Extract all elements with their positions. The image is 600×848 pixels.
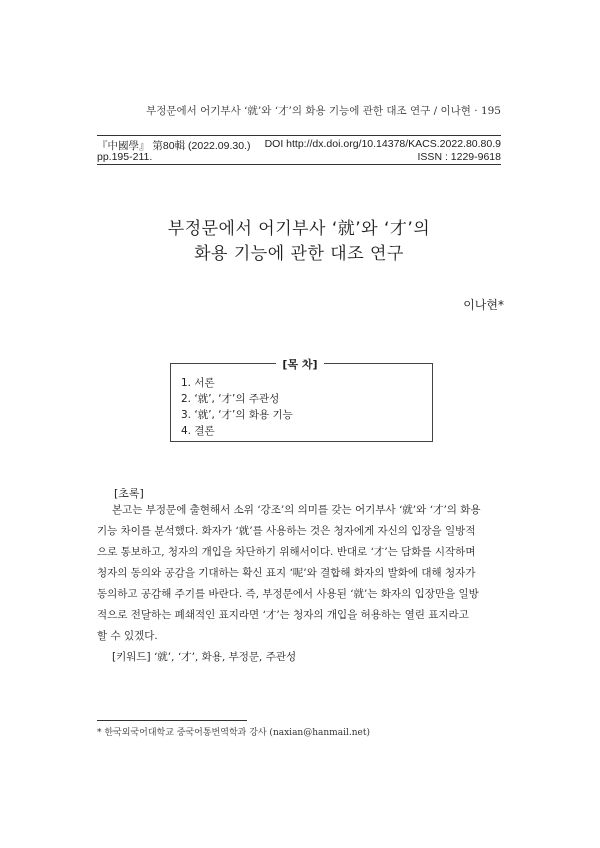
running-header: 부정문에서 어기부사 ‘就’와 ‘才’의 화용 기능에 관한 대조 연구 / 이나현 · 195	[146, 105, 501, 117]
paper-title-line2: 화용 기능에 관한 대조 연구	[194, 244, 404, 264]
toc-item-2[interactable]: 2. ‘就’, ‘才’의 주관성	[181, 393, 280, 405]
toc-item-3[interactable]: 3. ‘就’, ‘才’의 화용 기능	[181, 409, 293, 421]
toc-heading	[0, 356, 600, 372]
author-footnote: * 한국외국어대학교 중국어통번역학과 강사 (naxian@hanmail.net)	[97, 728, 370, 738]
abstract-line: 동의하고 공감해 주기를 바란다. 즉, 부정문에서 사용된 ‘就’는 화자의 입장만을 일방	[97, 588, 479, 600]
abstract-line: 청자의 동의와 공감을 기대하는 확신 표지 ‘呢’와 결합해 화자의 발화에 대해 청자가	[97, 567, 476, 579]
doi-link[interactable]: DOI http://dx.doi.org/10.14378/KACS.2022.80.80.9	[264, 138, 501, 150]
journal-info: 『中國學』 第80輯 (2022.09.30.)	[97, 140, 251, 152]
footnote-divider	[97, 720, 247, 721]
paper-title-line1: 부정문에서 어기부사 ‘就’와 ‘才’의	[167, 219, 431, 239]
abstract-line: 할 수 있겠다.	[97, 630, 158, 642]
toc-item-4[interactable]: 4. 결론	[181, 425, 215, 437]
keywords-text: ‘就’, ‘才’, 화용, 부정문, 주관성	[153, 651, 297, 663]
page-range: pp.195-211.	[97, 151, 153, 163]
meta-bottom-line	[97, 151, 501, 165]
toc-item-1[interactable]: 1. 서론	[181, 377, 215, 389]
keywords-line	[112, 649, 296, 664]
abstract-line: 으로 통보하고, 청자의 개입을 차단하기 위해서이다. 반대로 ‘才’는 담화를 시작하며	[97, 546, 476, 558]
abstract-line: 적으로 전달하는 폐쇄적인 표지라면 ‘才’는 청자의 개입을 허용하는 열린 표지라고	[97, 609, 469, 621]
issn: ISSN : 1229-9618	[417, 151, 501, 163]
author-name: 이나현*	[463, 298, 504, 312]
keywords-label: [키워드]	[112, 651, 151, 663]
abstract-label: [초록]	[114, 487, 144, 500]
toc-heading-text: [목 차]	[276, 358, 323, 371]
abstract-line: 본고는 부정문에 출현해서 소위 ‘강조’의 의미를 갖는 어기부사 ‘就’와 ‘才’의 화용	[112, 504, 481, 516]
abstract-line: 기능 차이를 분석했다. 화자가 ‘就’를 사용하는 것은 청자에게 자신의 입장을 일방적	[97, 525, 476, 537]
